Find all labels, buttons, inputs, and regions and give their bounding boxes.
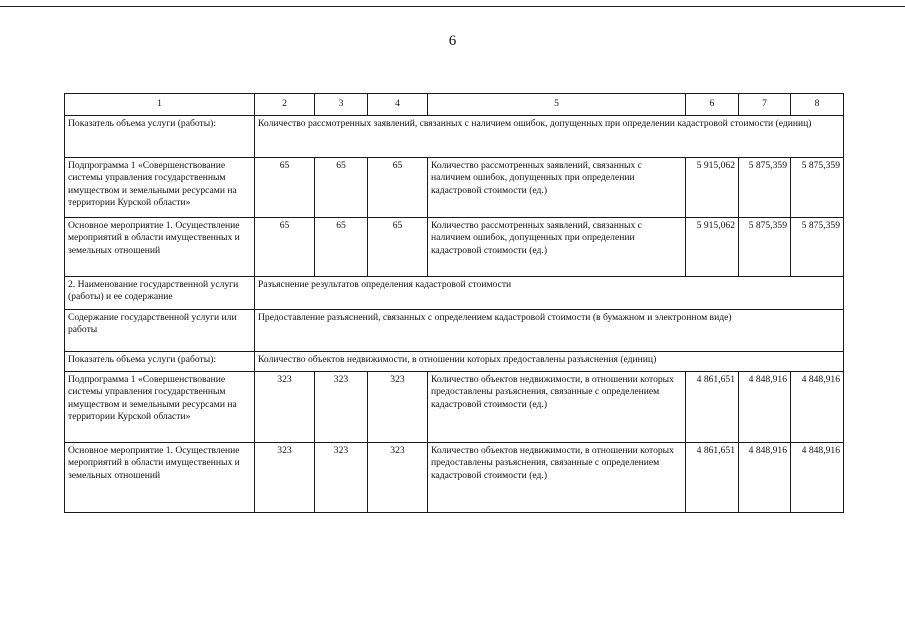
value-cell: 323 (368, 372, 428, 443)
value-cell: 65 (315, 158, 368, 218)
row-label: 2. Наименование государственной услуги (работы) и ее содержание (65, 277, 255, 310)
header-cell: 4 (368, 94, 428, 116)
value-cell: 4 848,916 (739, 372, 791, 443)
row-text: Количество объектов недвижимости, в отношении которых предоставлены разъяснения (единиц) (255, 352, 844, 372)
header-cell: 5 (428, 94, 686, 116)
row-label: Содержание государственной услуги или работы (65, 310, 255, 352)
table-row (65, 158, 844, 218)
value-cell: 323 (368, 443, 428, 513)
table-row (65, 443, 844, 513)
header-cell: 7 (739, 94, 791, 116)
value-cell: 65 (255, 158, 315, 218)
table-row (65, 218, 844, 277)
indicator-cell: Количество объектов недвижимости, в отношении которых предоставлены разъяснения, связанные с определением кадастровой стоимости (ед.) (428, 443, 686, 513)
row-label: Подпрограмма 1 «Совершенствование системы управления государственным имуществом и земельными ресурсами на территории Курской области» (65, 158, 255, 218)
value-cell: 65 (315, 218, 368, 277)
value-cell: 4 861,651 (686, 443, 739, 513)
header-cell: 1 (65, 94, 255, 116)
header-cell: 3 (315, 94, 368, 116)
value-cell: 4 848,916 (791, 372, 844, 443)
value-cell: 65 (368, 218, 428, 277)
value-cell: 5 915,062 (686, 218, 739, 277)
row-text: Разъяснение результатов определения кадастровой стоимости (255, 277, 844, 310)
value-cell: 4 848,916 (739, 443, 791, 513)
value-cell: 323 (315, 372, 368, 443)
top-border-line (0, 6, 905, 7)
row-text: Количество рассмотренных заявлений, связанных с наличием ошибок, допущенных при определении кадастровой стоимости (единиц) (255, 116, 844, 158)
value-cell: 5 875,359 (739, 158, 791, 218)
value-cell: 5 875,359 (791, 218, 844, 277)
indicator-cell: Количество рассмотренных заявлений, связанных с наличием ошибок, допущенных при определении кадастровой стоимости (ед.) (428, 158, 686, 218)
indicator-cell: Количество рассмотренных заявлений, связанных с наличием ошибок, допущенных при определении кадастровой стоимости (ед.) (428, 218, 686, 277)
table-row (65, 352, 844, 372)
value-cell: 323 (255, 372, 315, 443)
value-cell: 323 (255, 443, 315, 513)
table-row (65, 116, 844, 158)
table-row (65, 372, 844, 443)
value-cell: 5 915,062 (686, 158, 739, 218)
value-cell: 5 875,359 (739, 218, 791, 277)
value-cell: 5 875,359 (791, 158, 844, 218)
budget-table (64, 93, 844, 513)
table-row (65, 277, 844, 310)
row-label: Подпрограмма 1 «Совершенствование системы управления государственным имуществом и земельными ресурсами на территории Курской области» (65, 372, 255, 443)
value-cell: 65 (368, 158, 428, 218)
value-cell: 65 (255, 218, 315, 277)
row-label: Основное мероприятие 1. Осуществление мероприятий в области имущественных и земельных отношений (65, 218, 255, 277)
row-label: Показатель объема услуги (работы): (65, 116, 255, 158)
row-label: Показатель объема услуги (работы): (65, 352, 255, 372)
indicator-cell: Количество объектов недвижимости, в отношении которых предоставлены разъяснения, связанные с определением кадастровой стоимости (ед.) (428, 372, 686, 443)
header-cell: 2 (255, 94, 315, 116)
value-cell: 4 848,916 (791, 443, 844, 513)
row-label: Основное мероприятие 1. Осуществление мероприятий в области имущественных и земельных отношений (65, 443, 255, 513)
value-cell: 323 (315, 443, 368, 513)
table-row (65, 310, 844, 352)
header-row (65, 94, 844, 116)
row-text: Предоставление разъяснений, связанных с определением кадастровой стоимости (в бумажном и электронном виде) (255, 310, 844, 352)
page-number: 6 (448, 33, 457, 49)
value-cell: 4 861,651 (686, 372, 739, 443)
header-cell: 8 (791, 94, 844, 116)
header-cell: 6 (686, 94, 739, 116)
